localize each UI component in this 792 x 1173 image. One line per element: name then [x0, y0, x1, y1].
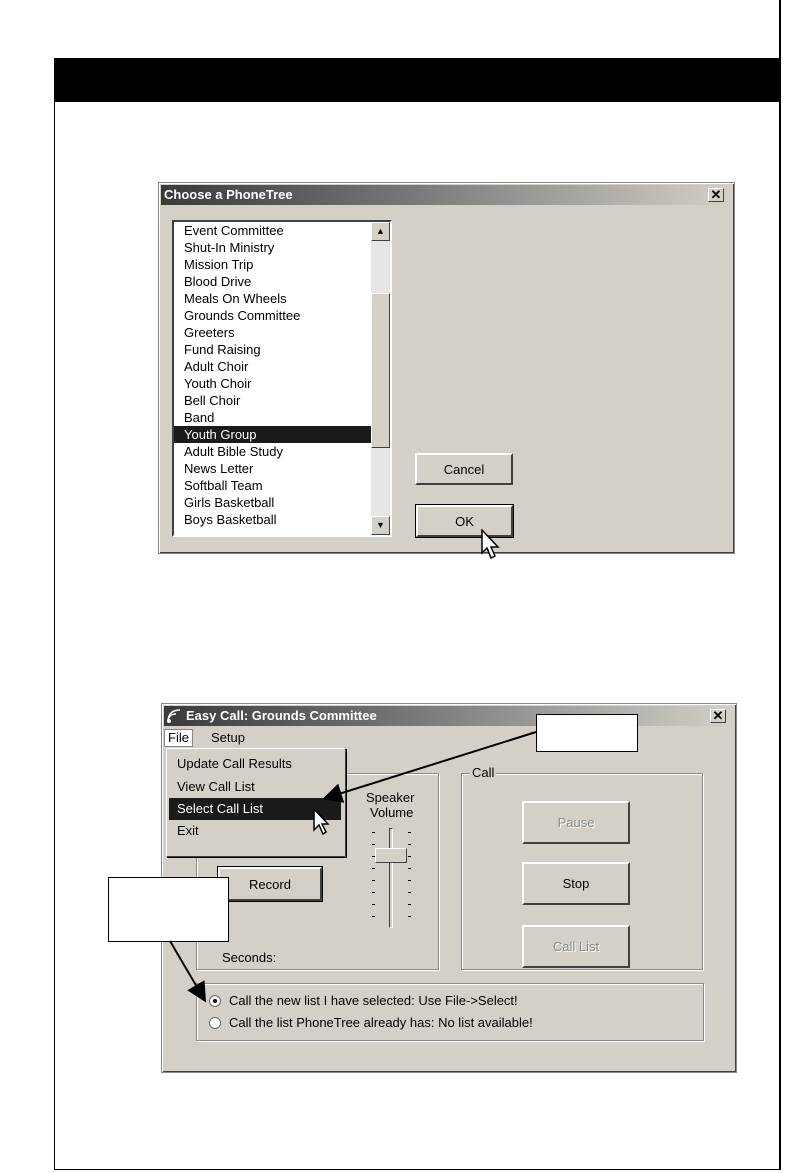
list-item[interactable]: Mission Trip	[184, 257, 254, 272]
call-list-label: Call List	[552, 939, 600, 954]
file-menu-item[interactable]: Exit	[177, 823, 199, 838]
arrow-to-radio	[170, 941, 204, 999]
file-menu-item[interactable]: Update Call Results	[177, 756, 292, 771]
menu-file[interactable]: File	[164, 729, 193, 747]
seconds-label: Seconds:	[222, 950, 277, 965]
list-item[interactable]: Meals On Wheels	[184, 291, 287, 306]
pause-label: Pause	[557, 815, 595, 830]
list-item[interactable]: Blood Drive	[184, 274, 252, 289]
list-item[interactable]: Youth Group	[174, 426, 371, 443]
list-item[interactable]: Shut-In Ministry	[184, 240, 275, 255]
list-item[interactable]: News Letter	[184, 461, 254, 476]
chooser-title: Choose a PhoneTree	[164, 187, 293, 202]
cancel-label: Cancel	[443, 461, 485, 477]
call-group-label: Call	[472, 765, 495, 780]
chooser-close-icon[interactable]: ✕	[708, 188, 724, 202]
ok-label: OK	[455, 513, 474, 529]
scroll-down-icon[interactable]: ▼	[371, 516, 390, 535]
list-item[interactable]: Bell Choir	[184, 393, 241, 408]
file-menu-item[interactable]: View Call List	[177, 779, 255, 794]
list-item[interactable]: Youth Choir	[184, 376, 252, 391]
list-item[interactable]: Band	[184, 410, 215, 425]
arrow-to-select-call-list	[326, 732, 536, 798]
volume-label: Volume	[370, 805, 414, 820]
list-item[interactable]: Girls Basketball	[184, 495, 275, 510]
radio-new-list-label[interactable]: Call the new list I have selected: Use File->Select!	[229, 993, 518, 1008]
list-item[interactable]: Boys Basketball	[184, 512, 277, 527]
menu-setup[interactable]: Setup	[211, 730, 245, 745]
easycall-title: Easy Call: Grounds Committee	[186, 708, 377, 723]
speaker-label: Speaker	[366, 790, 415, 805]
radio-existing-list-label[interactable]: Call the list PhoneTree already has: No list available!	[229, 1015, 533, 1030]
list-item[interactable]: Event Committee	[184, 223, 284, 238]
record-label: Record	[249, 876, 291, 892]
list-item[interactable]: Softball Team	[184, 478, 263, 493]
stop-label: Stop	[562, 876, 590, 891]
list-item[interactable]: Fund Raising	[184, 342, 261, 357]
list-item[interactable]: Adult Bible Study	[184, 444, 284, 459]
list-item[interactable]: Grounds Committee	[184, 308, 301, 323]
list-item[interactable]: Adult Choir	[184, 359, 249, 374]
list-item[interactable]: Greeters	[184, 325, 235, 340]
file-menu-item[interactable]: Select Call List	[169, 798, 341, 820]
scroll-up-icon[interactable]: ▲	[371, 222, 390, 241]
easycall-close-icon[interactable]: ✕	[710, 709, 726, 723]
